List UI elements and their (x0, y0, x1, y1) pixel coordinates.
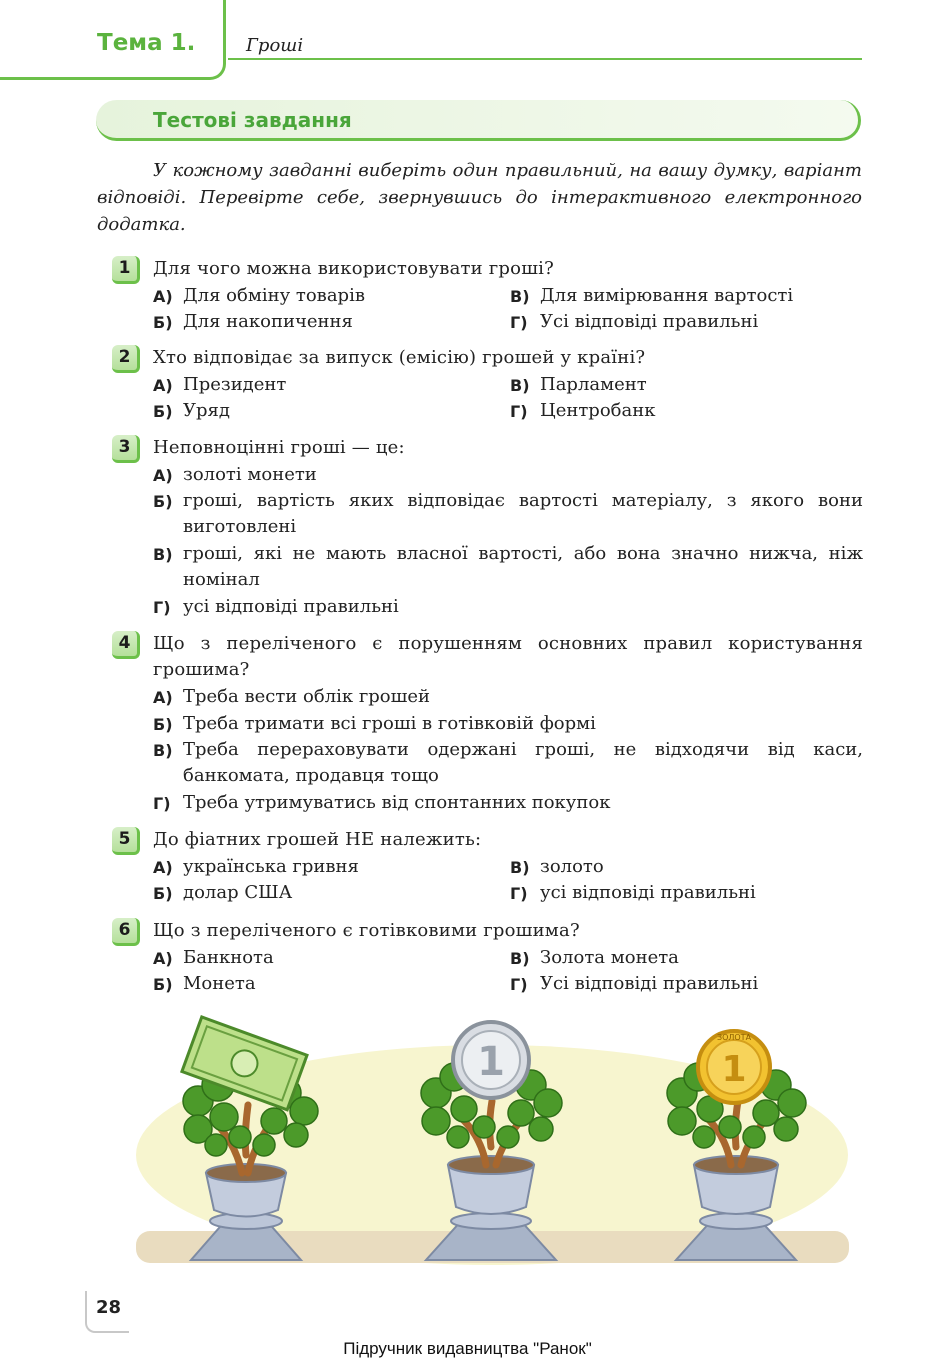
option-letter: Б) (153, 975, 173, 994)
question-text: Що з переліченого є готівковими грошима? (153, 920, 580, 941)
intro-text: У кожному завданні виберіть один правильний, на вашу думку, варіант відповіді. Перевірте себе, звернувшись до інтерактивного електронного додатка. (97, 160, 862, 235)
option-letter: Б) (153, 492, 173, 511)
section-title: Тестові завдання (153, 108, 352, 132)
option-letter: В) (510, 949, 530, 968)
option-text: Треба вести облік грошей (183, 686, 431, 707)
gold-coin-value: 1 (721, 1049, 747, 1090)
option-letter: А) (153, 287, 173, 306)
option-text: долар США (183, 882, 293, 903)
option-text: гроші, вартість яких відповідає вартості матеріалу, з якого вони виготовлені (183, 490, 863, 537)
option-letter: А) (153, 466, 173, 485)
topic-title: Гроші (246, 35, 304, 56)
soil (448, 1156, 534, 1174)
option-text: усі відповіді правильні (540, 882, 756, 903)
question-text: Що з переліченого є порушенням основних правил користування грошима? (153, 633, 863, 680)
option-text: Треба утримуватись від спонтанних покупок (183, 792, 611, 813)
publisher-line: Підручник видавництва "Ранок" (343, 1339, 592, 1358)
option-letter: Г) (510, 884, 528, 903)
option-text: усі відповіді правильні (183, 596, 399, 617)
page-number: 28 (96, 1297, 122, 1318)
option-text: Треба перераховувати одержані гроші, не відходячи від каси, банкомата, продавця тощо (183, 739, 863, 786)
option-letter: В) (153, 741, 173, 760)
option-letter: Б) (153, 402, 173, 421)
option-letter: Г) (153, 794, 171, 813)
pot-stand-top (700, 1213, 772, 1229)
topic-label: Тема 1. (97, 30, 196, 56)
section-banner (96, 100, 861, 141)
option-text: Для обміну товарів (183, 285, 365, 306)
option-text: Золота монета (540, 947, 679, 968)
option-letter: Г) (510, 975, 528, 994)
option-text: Для вимірювання вартості (540, 285, 794, 306)
question-number: 6 (112, 918, 140, 946)
option-text: Банкнота (183, 947, 274, 968)
option-letter: Г) (510, 313, 528, 332)
option-text: Треба тримати всі гроші в готівковій формі (183, 713, 596, 734)
option-letter: В) (510, 858, 530, 877)
question-text: Хто відповідає за випуск (емісію) грошей у країні? (153, 347, 646, 368)
option-letter: А) (153, 688, 173, 707)
option-letter: А) (153, 949, 173, 968)
option-text: Усі відповіді правильні (540, 311, 759, 332)
option-text: Монета (183, 973, 256, 994)
question-text: Неповноцінні гроші — це: (153, 437, 405, 458)
option-letter: А) (153, 376, 173, 395)
gold-coin-icon (698, 1031, 770, 1103)
option-letter: Г) (153, 598, 171, 617)
question-text: Для чого можна використовувати гроші? (153, 258, 554, 279)
question-text: До фіатних грошей НЕ належить: (153, 829, 482, 850)
gold-coin-rim: ЗОЛОТА (716, 1033, 752, 1042)
option-letter: Г) (510, 402, 528, 421)
option-letter: В) (153, 545, 173, 564)
option-letter: Б) (153, 884, 173, 903)
silver-coin-icon (453, 1022, 529, 1098)
option-text: Для накопичення (183, 311, 353, 332)
silver-coin-value: 1 (477, 1039, 505, 1085)
option-letter: В) (510, 287, 530, 306)
option-text: Усі відповіді правильні (540, 973, 759, 994)
option-text: золото (540, 856, 604, 877)
option-text: золоті монети (183, 464, 317, 485)
option-letter: Б) (153, 313, 173, 332)
header-rule (228, 58, 862, 60)
money-trees-illustration (136, 1005, 849, 1267)
question-number: 3 (112, 435, 140, 463)
option-letter: А) (153, 858, 173, 877)
question-number: 4 (112, 631, 140, 659)
question-number: 5 (112, 827, 140, 855)
soil (694, 1156, 778, 1174)
option-text: гроші, які не мають власної вартості, або вона значно нижча, ніж номінал (183, 543, 863, 590)
question-number: 1 (112, 256, 140, 284)
option-letter: Б) (153, 715, 173, 734)
option-text: Президент (183, 374, 287, 395)
option-text: Парламент (540, 374, 647, 395)
option-letter: В) (510, 376, 530, 395)
pot-stand-top (451, 1213, 531, 1229)
option-text: Уряд (183, 400, 230, 421)
option-text: українська гривня (183, 856, 359, 877)
option-text: Центробанк (540, 400, 656, 421)
question-number: 2 (112, 345, 140, 373)
